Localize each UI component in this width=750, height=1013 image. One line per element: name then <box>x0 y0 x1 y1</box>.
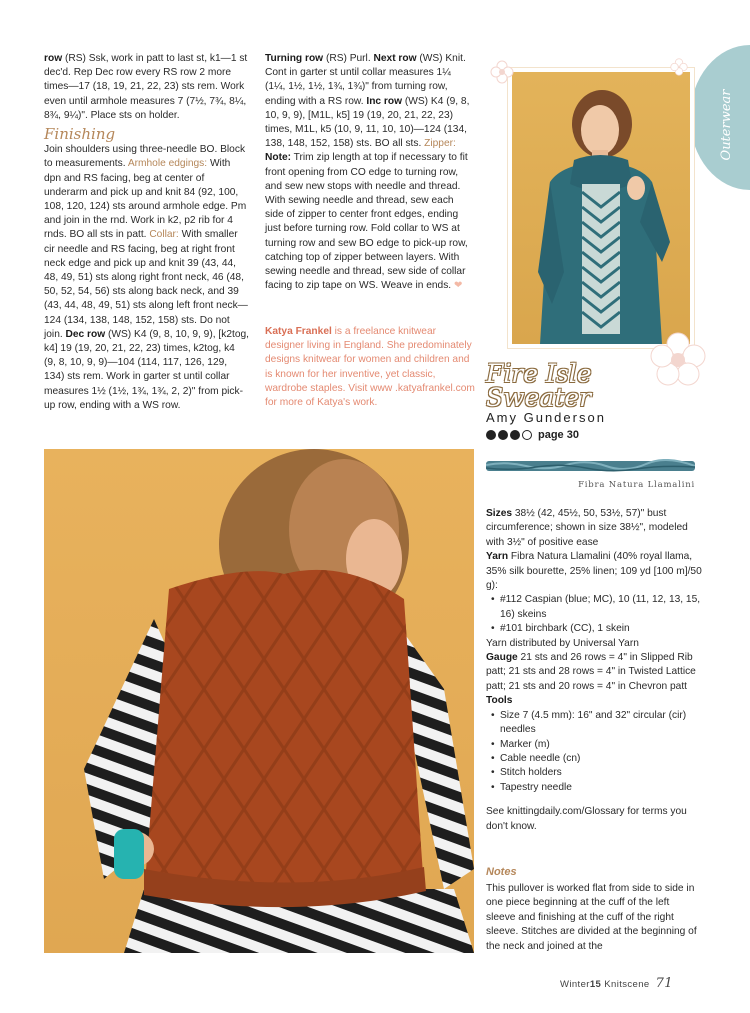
section-tab-label: Outerwear <box>718 89 734 161</box>
yarn: Yarn Fibra Natura Llamalini (40% royal llama, 35% silk bourette, 25% linen; 109 yd [100 m]/50 g): <box>486 551 702 592</box>
notes-text: This pullover is worked flat from side to side in one piece beginning at the cuff of the left sleeve and finishing at the cuff of the right sleeve. Stitches are divided at the beginning of the neck and joined at the <box>486 883 697 952</box>
tools-heading: Tools <box>486 695 513 707</box>
designer-bio: Katya Frankel is a freelance knitwear designer living in England. She predominately designs knitwear for women and children and is known for her inventive, yet classic, wardrobe staples. Visit www .katyafrankel.com for more of Katya's work. <box>265 326 475 409</box>
finishing-heading: Finishing <box>44 125 116 144</box>
glossary-note: See knittingdaily.com/Glossary for terms you don't know. <box>486 806 687 832</box>
small-flower-icon <box>490 60 514 84</box>
gauge: Gauge 21 sts and 26 rows = 4" in Slipped Rib patt; 21 sts and 28 rows = 4" in Twisted Lattice patt; 21 sts and 20 rows = 4" in Chevron patt <box>486 652 696 692</box>
list-item: • Size 7 (4.5 mm): 16" and 32" circular (cir) needles <box>486 709 706 738</box>
notes-heading: Notes <box>486 866 517 878</box>
designer-name: Amy Gunderson <box>486 410 606 425</box>
list-item: • #101 birchbark (CC), 1 skein <box>486 622 706 636</box>
sweater-illustration <box>512 72 690 344</box>
yarn-swatch-strip <box>486 459 695 473</box>
pattern-title: Fire Isle Sweater <box>486 359 592 412</box>
page-number: 71 <box>655 976 673 991</box>
sweater-photo <box>508 68 694 348</box>
skill-dot-filled-icon <box>510 430 520 440</box>
list-item: • Marker (m) <box>486 738 706 752</box>
vest-photo <box>44 449 474 953</box>
list-item: • Tapestry needle <box>486 781 706 795</box>
page-footer: Winter15 Knitscene 71 <box>560 976 673 991</box>
pattern-text-column-2 <box>265 52 472 293</box>
yarn-label: Fibra Natura Llamalini <box>578 480 695 490</box>
page-reference: page 30 <box>538 429 579 441</box>
list-item: • #112 Caspian (blue; MC), 10 (11, 12, 13, 15, 16) skeins <box>486 593 706 622</box>
skill-dot-filled-icon <box>498 430 508 440</box>
small-flower-icon <box>670 58 688 76</box>
tools-list <box>486 709 706 795</box>
skill-dot-filled-icon <box>486 430 496 440</box>
pattern-text-column-1 <box>44 52 249 413</box>
list-item: • Cable needle (cn) <box>486 752 706 766</box>
skill-level <box>486 429 579 441</box>
yarn-distributor: Yarn distributed by Universal Yarn <box>486 637 639 649</box>
skill-dot-empty-icon <box>522 430 532 440</box>
yarn-list <box>486 593 706 636</box>
sizes: Sizes 38½ (42, 45½, 50, 53½, 57)" bust circumference; shown in size 38½", modeled with 3½" of positive ease <box>486 508 688 548</box>
heart-icon: ❤ <box>453 280 463 292</box>
paragraph-decrease: row (RS) Ssk, work in patt to last st, k1—1 st dec'd. Rep Dec row every RS row 2 more times—17 (18, 19, 21, 22, 23) sts rem. Work even until armhole measures 7 (7½, 7¾, 8¼, 8¾, 9¼)". Place sts on holder. <box>44 53 248 121</box>
paragraph-finishing: Join shoulders using three-needle BO. Block to measurements. Armhole edgings: With dpn and RS facing, beg at center of underarm and pick up and knit 84 (92, 100, 108, 120, 124) sts around armhole edge. Pm and join in the rnd. Work in k2, p2 rib for 4 rnds. BO all sts in patt. Collar: With smaller cir needle and RS facing, beg at right front neck edge and pick up and knit 39 (43, 44, 48, 49, 51) sts along right front neck, 46 (48, 50, 52, 54, 56) sts along back neck, and 39 (43, 44, 48, 49, 51) sts along left front neck—124 (134, 138, 148, 152, 158) sts. Do not join. Dec row (WS) K4 (9, 8, 10, 9, 9), [k2tog, k4] 19 (19, 20, 21, 22, 23) times, k2tog, k4 (9, 8, 10, 9, 9)—104 (114, 117, 126, 129, 134) sts rem. Work in garter st until collar measures 1½ (1½, 1¾, 1¾, 2, 2)" from pick-up row, ending with a WS row. <box>44 144 249 411</box>
pattern-specs <box>486 507 706 834</box>
paragraph-collar: Turning row (RS) Purl. Next row (WS) Knit. Cont in garter st until collar measures 1¼ (1¼, 1½, 1½, 1¾, 1¾)" from turning row, ending with a RS row. Inc row (WS) K4 (9, 8, 10, 9, 9), [M1L, k5] 19 (19, 20, 21, 22, 23) times, M1L, k5 (10, 9, 11, 10, 10)—124 (134, 138, 148, 152, 158) sts. BO all sts. Zipper: Note: Trim zip length at top if necessary to fit front opening from CO edge to turning row, and sew new stops with needle and thread. With sewing needle and thread, sew each side of zipper to center front edges, ending just before turning row. Fold collar to WS at turning row and sew BO edge to pick-up row, catching top of zipper between layers. With sewing needle and thread, sew side of collar facing to zip tape on WS. Weave in ends. ❤ <box>265 53 470 292</box>
vest-illustration <box>44 449 474 953</box>
list-item: • Stitch holders <box>486 766 706 780</box>
